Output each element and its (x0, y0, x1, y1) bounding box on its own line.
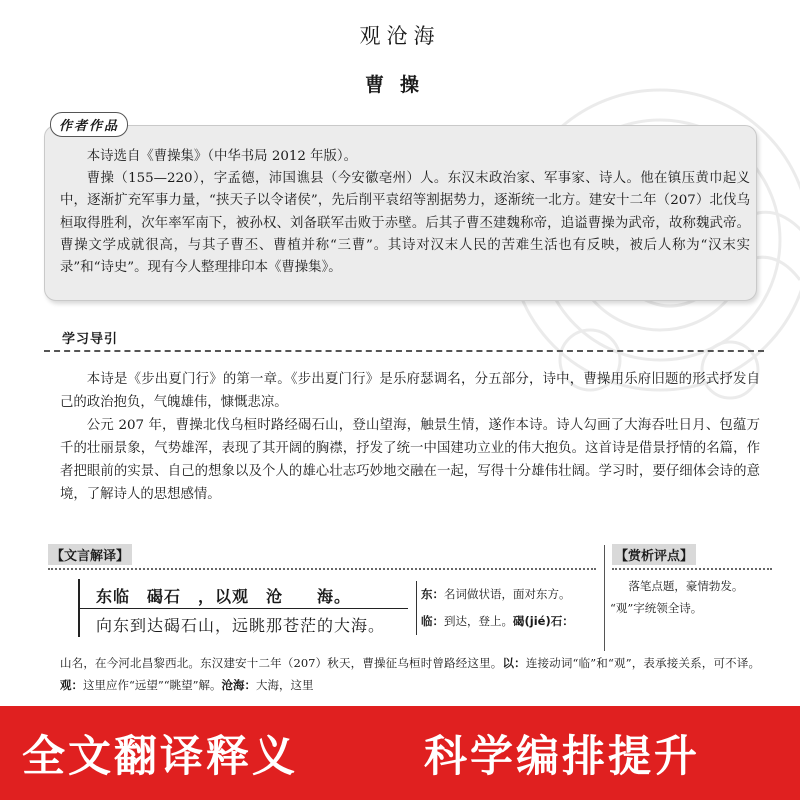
appreciation-text (610, 575, 785, 619)
author-paragraph: 曹操（155—220），字孟德，沛国谯县（今安徽亳州）人。东汉末政治家、军事家、诗人。他在镇压黄巾起义中，逐渐扩充军事力量，“挟天子以令诸侯”，先后削平袁绍等割据势力，逐渐统一北方。建安十二年（207）北伐乌桓取得胜利，次年率军南下，被孙权、刘备联军击败于赤壁。后其子曹丕建魏称帝，追谥曹操为武帝，故称魏武帝。曹操文学成就很高，与其子曹丕、曹植并称“三曹”。其诗对汉末人民的苦难生活也有反映，被后人称为“汉末实录”和“诗史”。现有今人整理排印本《曹操集》。 (60, 171, 750, 276)
appreciation-divider (612, 568, 772, 570)
appreciation-section-label (612, 544, 696, 565)
note-text: 到达，登上。 (444, 614, 513, 628)
poem-author: 曹操 (364, 74, 435, 96)
explanation-label-text: 文言解译 (64, 549, 117, 564)
note-term: 沧海： (221, 678, 257, 692)
poem-title: 观沧海 (359, 24, 441, 48)
note-text: 山名，在今河北昌黎西北。东汉建安十二年（207）秋天，曹操征乌桓时曾路经这里。 (60, 656, 503, 670)
author-paragraph: 本诗选自《曹操集》（中华书局 2012 年版）。 (86, 149, 358, 164)
author-section-text (60, 146, 750, 279)
appreciation-label-text: 赏析评点 (628, 549, 681, 564)
note-text: 大海，这里 (256, 678, 314, 692)
study-guide-text (60, 368, 760, 506)
study-guide-divider (44, 350, 764, 352)
guide-paragraph: 公元 207 年，曹操北伐乌桓时路经碣石山，登山望海，触景生情，遂作本诗。诗人勾画了大海吞吐日月、包蕴万千的壮丽景象，气势雄浑，表现了其开阔的胸襟，抒发了统一中国建功立业的伟大抱负。这首诗是借景抒情的名篇，作者把眼前的实景、自己的想象以及个人的雄心壮志巧妙地交融在一起，写得十分雄伟壮阔。学习时，要仔细体会诗的意境，了解诗人的思想感情。 (60, 418, 760, 502)
bracket-open: 【 (51, 549, 65, 564)
appreciation-line: “观”字统领全诗。 (610, 601, 703, 615)
note-text: 名词做状语，面对东方。 (444, 587, 571, 601)
note-term: 东： (421, 587, 444, 601)
side-notes (416, 581, 599, 635)
banner-right-text: 科学编排提升 (424, 731, 700, 782)
bracket-close: 】 (116, 549, 130, 564)
note-term: 临： (421, 614, 444, 628)
side-note-item (421, 608, 599, 635)
appreciation-line: 落笔点题，豪情勃发。 (628, 579, 744, 593)
note-text: 这里应作“远望”“眺望”解。 (83, 678, 222, 692)
explanation-section-label (48, 544, 132, 565)
guide-paragraph: 本诗是《步出夏门行》的第一章。《步出夏门行》是乐府瑟调名，分五部分，诗中，曹操用乐府旧题的形式抒发自己的政治抱负，气魄雄伟，慷慨悲凉。 (60, 372, 760, 410)
verse-original: 东临 碣石 ，以观 沧 海。 (96, 587, 352, 606)
bracket-close: 】 (680, 549, 694, 564)
note-text: 连接动词“临”和“观”，表承接关系，可不译。 (525, 656, 761, 670)
banner-left-text: 全文翻译释义 (22, 731, 298, 782)
bottom-notes (60, 652, 760, 696)
note-term: 以： (502, 656, 526, 670)
promo-banner (0, 706, 800, 800)
explanation-divider (48, 568, 596, 570)
side-note-item (421, 581, 599, 608)
column-divider (604, 545, 605, 651)
verse-underline (78, 608, 408, 609)
study-guide-label: 学习导引 (62, 332, 119, 347)
author-section-label: 作者作品 (50, 112, 128, 137)
verse-translation: 向东到达碣石山，远眺那苍茫的大海。 (96, 616, 386, 635)
bracket-open: 【 (615, 549, 629, 564)
note-term: 观： (60, 678, 83, 692)
note-term: 碣(jié)石： (513, 614, 574, 628)
